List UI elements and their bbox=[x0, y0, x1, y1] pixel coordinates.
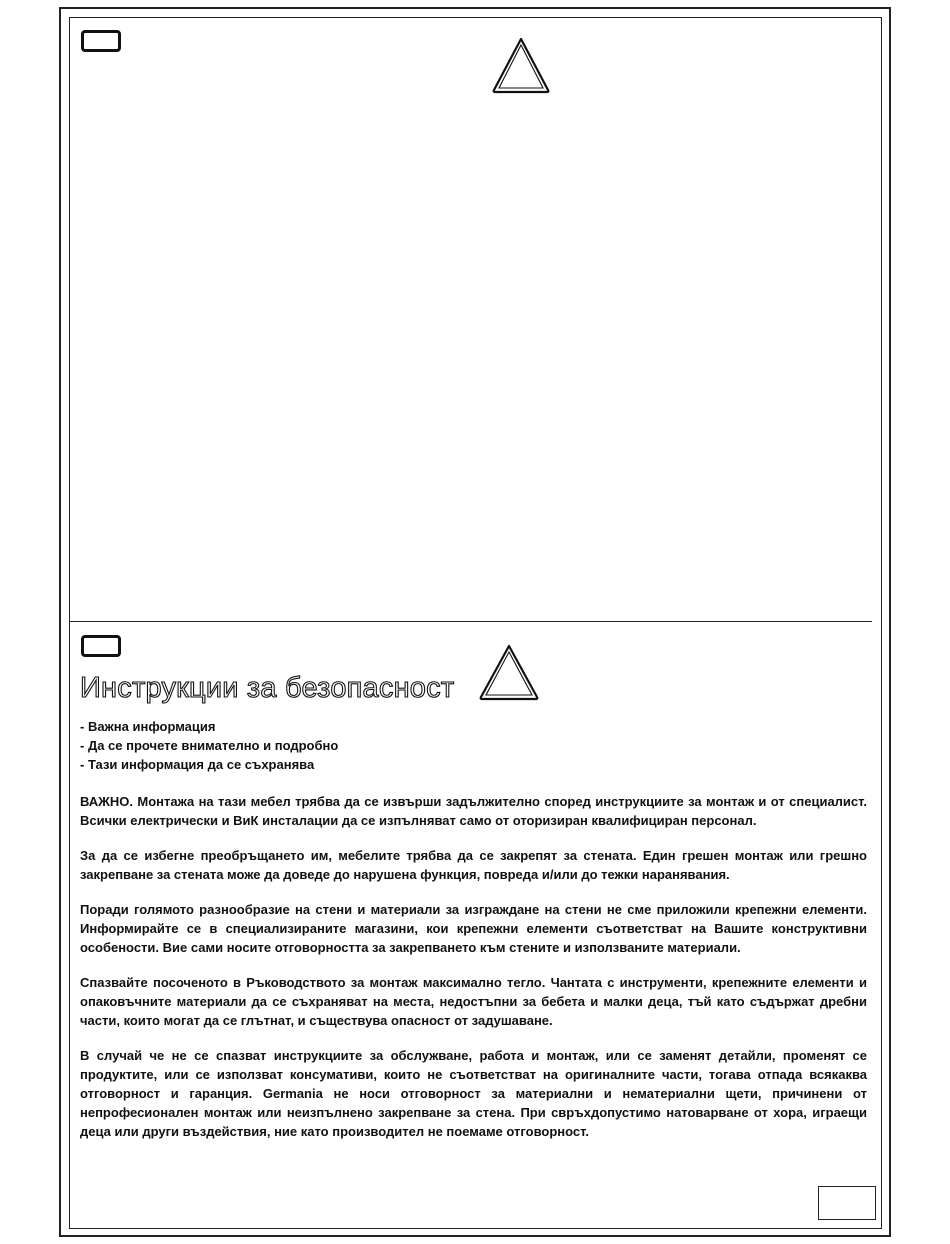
safety-body bbox=[80, 792, 867, 1157]
bullet-item: - Важна информация bbox=[80, 719, 216, 734]
language-badge-safety bbox=[81, 635, 121, 657]
paragraph-important: ВАЖНО. Монтажа на тази мебел трябва да се извърши задължително според инструкциите за монтаж и от специалист. Всички електрически и ВиК инсталации да се изпълняват само от оторизиран квалифициран персонал. bbox=[80, 794, 867, 828]
safety-bullet-list bbox=[80, 717, 870, 774]
paragraph-weight: Спазвайте посоченото в Ръководството за монтаж максимално тегло. Чантата с инструменти, крепежните елементи и опаковъчните материали да се съхраняват на места, недостъпни за бебета и малки деца, тъй като съдържат дребни части, които могат да се глътнат, и съществува опасност от задушаване. bbox=[80, 975, 867, 1028]
paragraph-fasteners: Поради голямото разнообразие на стени и материали за изграждане на стени не сме приложили крепежни елементи. Информирайте се в специализираните магазини, кои крепежни елементи съответстват на Вашите конструктивни особености. Вие сами носите отговорността за закрепването към стените и използваните материали. bbox=[80, 902, 867, 955]
bullet-item: - Тази информация да се съхранява bbox=[80, 757, 315, 772]
paragraph-tipping: За да се избегне преобръщането им, мебелите трябва да се закрепят за стената. Един грешен монтаж или грешно закрепване за стената може да доведе до нарушена функция, повреда и/или до тежки наранявания. bbox=[80, 848, 867, 882]
safety-title: Инструкции за безопасност bbox=[80, 672, 455, 704]
language-badge-top bbox=[81, 30, 121, 52]
paragraph-liability: В случай че не се спазват инструкциите за обслужване, работа и монтаж, или се заменят детайли, променят се продуктите, или се използват консумативи, които не съответстват на оригиналните части, тогава отпада всякаква отговорност и гаранция. Germania не носи отговорност за материални и нематериални щети, причинени от непрофесионален монтаж или неизпълнено закрепване за стена. При свръхдопустимо натоварване от хора, играещи деца или други въздействия, ние като производител не поемаме отговорност. bbox=[80, 1048, 867, 1139]
section-divider bbox=[69, 621, 872, 622]
warning-triangle-icon bbox=[478, 643, 540, 701]
page-number-box bbox=[818, 1186, 876, 1220]
warning-triangle-icon bbox=[491, 36, 551, 94]
bullet-item: - Да се прочете внимателно и подробно bbox=[80, 738, 339, 753]
